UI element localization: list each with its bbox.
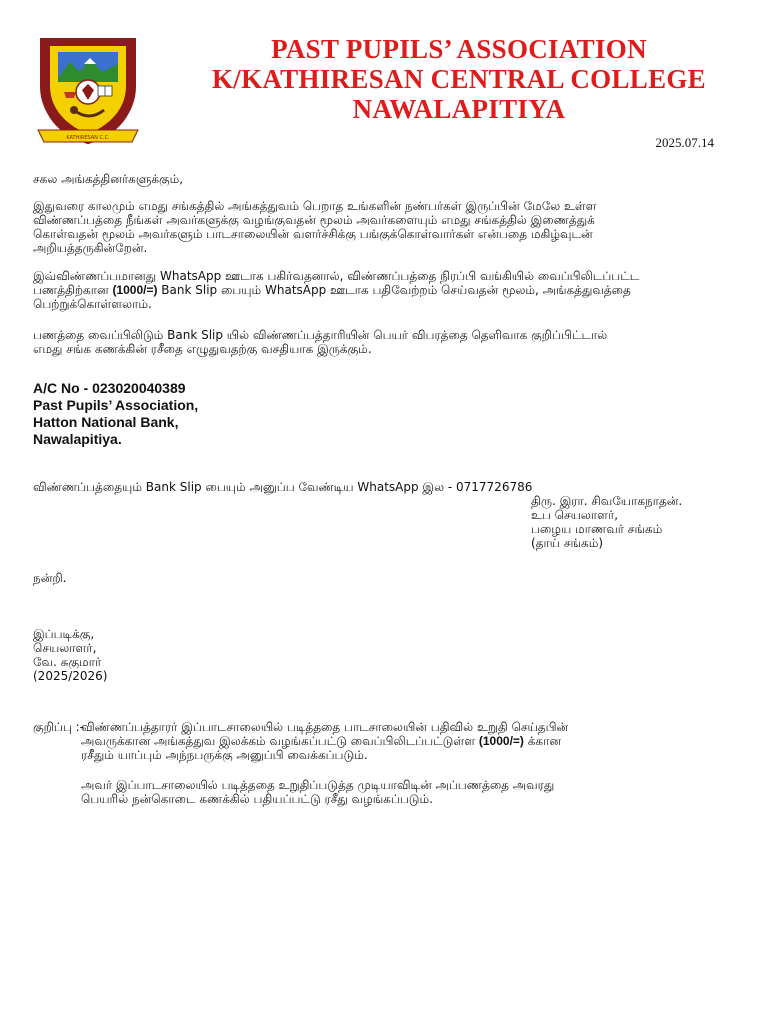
fee-amount: (1000/=)	[478, 734, 524, 748]
paragraph-whatsapp-process	[33, 269, 639, 311]
paragraph-line: எமது சங்க கணக்கின் ரசீதை எழுதுவதற்கு வசதியாக இருக்கும்.	[33, 342, 372, 356]
contact-role: உப செயலாளர்,	[531, 508, 619, 522]
paragraph-line: கொள்வதன் மூலம் அவர்களும் பாடசாலையின் வளர்ச்சிக்கு பங்குக்கொள்வார்கள் என்பதை மகிழ்வுடன்	[33, 227, 593, 241]
bank-branch: Nawalapitiya.	[33, 431, 122, 447]
paragraph-invite	[33, 199, 597, 255]
text-segment: க்கான	[527, 734, 561, 748]
paragraph-line: விண்ணப்பத்தை நீங்கள் அவர்களுக்கு வழங்குவதன் மூலம் அவர்களையும் எமது சங்கத்தில் இணைத்துக்	[33, 213, 595, 227]
letterhead-title	[200, 34, 718, 124]
note-label: குறிப்பு :-	[33, 720, 84, 734]
signatory-name: வே. சுகுமார்	[33, 655, 102, 669]
text-segment: பணத்திற்கான	[33, 283, 109, 297]
thanks-text: நன்றி.	[33, 571, 67, 585]
salutation: சகல அங்கத்தினர்களுக்கும்,	[33, 172, 184, 186]
paragraph-bank-slip	[33, 328, 607, 356]
whatsapp-number-line: விண்ணப்பத்தையும் Bank Slip பையும் அனுப்ப வேண்டிய WhatsApp இல - 0717726786	[33, 480, 533, 494]
contact-org: பழைய மாணவர் சங்கம்	[531, 522, 663, 536]
note-line: பெயரில் நன்கொடை கணக்கில் பதியப்பட்டு ரசீது வழங்கப்படும்.	[81, 792, 433, 806]
contact-note: (தாய் சங்கம்)	[531, 536, 604, 550]
bank-name: Hatton National Bank,	[33, 414, 179, 430]
regards-text: இப்படிக்கு,	[33, 627, 95, 641]
bank-account-details	[33, 380, 198, 448]
note-paragraph-2	[81, 778, 554, 806]
paragraph-line: இவ்விண்ணப்பமானது WhatsApp ஊடாக பகிர்வதனால், விண்ணப்பத்தை நிரப்பி வங்கியில் வைப்பிலிடப்பட்ட	[33, 269, 640, 283]
note-paragraph-1	[81, 720, 568, 762]
title-line-2: K/KATHIRESAN CENTRAL COLLEGE	[211, 64, 706, 94]
signature-block	[33, 627, 107, 683]
paragraph-line	[33, 283, 639, 297]
college-crest-logo	[34, 34, 142, 146]
signatory-term: (2025/2026)	[33, 669, 108, 683]
contact-person	[531, 494, 682, 550]
account-number: A/C No - 023020040389	[33, 380, 186, 396]
text-segment: Bank Slip பையும் WhatsApp ஊடாக பதிவேற்றம் செய்வதன் மூலம், அங்கத்துவத்தை	[161, 283, 631, 297]
text-segment: அவருக்கான அங்கத்துவ இலக்கம் வழங்கப்பட்டு வைப்பிலிடப்பட்டுள்ள	[81, 734, 476, 748]
note-line: அவர் இப்பாடசாலையில் படித்ததை உறுதிப்படுத்த முடியாவிடின் அப்பணத்தை அவரது	[81, 778, 555, 792]
signatory-title: செயலாளர்,	[33, 641, 97, 655]
note-line: ரசீதும் யாப்பும் அந்நபருக்கு அனுப்பி வைக்கப்படும்.	[81, 748, 368, 762]
svg-text:KATHIRESAN C.C.: KATHIRESAN C.C.	[66, 135, 110, 141]
paragraph-line: அறியத்தருகின்றேன்.	[33, 241, 148, 255]
paragraph-line: இதுவரை காலமும் எமது சங்கத்தில் அங்கத்துவம் பெறாத உங்களின் நண்பர்கள் இருப்பின் மேலே உள்ள	[33, 199, 597, 213]
paragraph-line: பணத்தை வைப்பிலிடும் Bank Slip யில் விண்ணப்பத்தாரியின் பெயர் விபரத்தை தெளிவாக குறிப்பிட்டால்	[33, 328, 608, 342]
note-line: விண்ணப்பத்தாரர் இப்பாடசாலையில் படித்ததை பாடசாலையின் பதிவில் உறுதி செய்தபின்	[81, 720, 569, 734]
letter-date: 2025.07.14	[655, 135, 714, 150]
note-line	[81, 734, 568, 748]
title-line-1: PAST PUPILS’ ASSOCIATION	[271, 34, 647, 64]
account-name: Past Pupils’ Association,	[33, 397, 199, 413]
title-line-3: NAWALAPITIYA	[352, 94, 566, 124]
contact-name: திரு. இரா. சிவயோகநாதன்.	[531, 494, 683, 508]
fee-amount: (1000/=)	[112, 283, 158, 297]
paragraph-line: பெற்றுக்கொள்ளலாம்.	[33, 297, 152, 311]
